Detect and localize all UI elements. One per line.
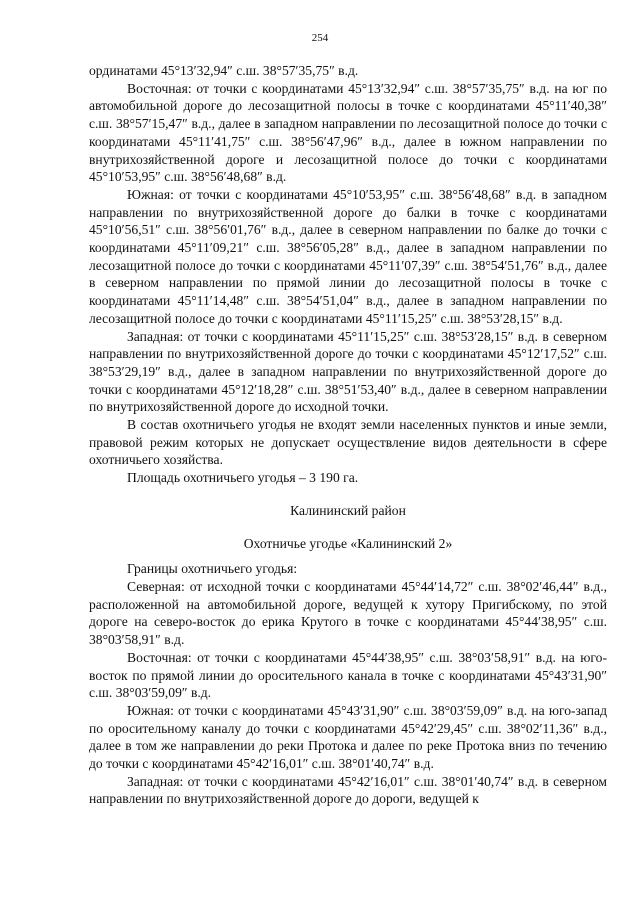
hunting-ground-heading: Охотничье угодье «Калининский 2» <box>243 535 453 551</box>
paragraph: Площадь охотничьего угодья – 3 190 га. <box>127 470 359 486</box>
paragraph: Восточная: от точки с координатами 45°44′38,95″ с.ш. 38°03′58,91″ в.д. на юго-восток по прямой линии до оросительного канала в точке с координатами 45°43′31,90″ с.ш. 38°03′59,09″ в.д. <box>89 649 607 701</box>
district-heading: Калининский район <box>290 502 406 518</box>
document-body <box>89 62 607 808</box>
paragraph: Восточная: от точки с координатами 45°13′32,94″ с.ш. 38°57′35,75″ в.д. на юг по автомобильной дороге до лесозащитной полосы в точке с координатами 45°11′40,38″ с.ш. 38°57′15,47″ в.д., далее в западном направлении по лесозащитной полосе до точки с координатами 45°11′41,75″ с.ш. 38°56′47,96″ в.д., далее в южном направлении по внутрихозяйственной дороге и лесозащитной полосе до точки с координатами 45°10′53,95″ с.ш. 38°56′48,68″ в.д. <box>89 80 607 185</box>
paragraph: Западная: от точки с координатами 45°42′16,01″ с.ш. 38°01′40,74″ в.д. в северном направлении по внутрихозяйственной дороге до дороги, ведущей к <box>89 773 607 807</box>
paragraph: Западная: от точки с координатами 45°11′15,25″ с.ш. 38°53′28,15″ в.д. в северном направлении по внутрихозяйственной дороге до точки с координатами 45°12′17,52″ с.ш. 38°53′29,19″ в.д., далее в западном направлении по внутрихозяйственной дороге до точки с координатами 45°12′18,28″ с.ш. 38°51′53,40″ в.д., далее в северном направлении по внутрихозяйственной дороге до исходной точки. <box>89 328 607 415</box>
paragraph: ординатами 45°13′32,94″ с.ш. 38°57′35,75″ в.д. <box>89 63 359 78</box>
paragraph: Границы охотничьего угодья: <box>127 561 298 577</box>
paragraph: Южная: от точки с координатами 45°43′31,90″ с.ш. 38°03′59,09″ в.д. на юго-запад по оросительному каналу до точки с координатами 45°42′29,45″ с.ш. 38°02′11,36″ в.д., далее в том же направлении до реки Протока и далее по реке Протока вниз по течению до точки с координатами 45°42′16,01″ с.ш. 38°01′40,74″ в.д. <box>89 702 607 772</box>
paragraph: Южная: от точки с координатами 45°10′53,95″ с.ш. 38°56′48,68″ в.д. в западном направлении по внутрихозяйственной дороге до балки в точке с координатами 45°10′56,51″ с.ш. 38°56′01,76″ в.д., далее в северном направлении по балке до точки с координатами 45°11′09,21″ с.ш. 38°56′05,28″ в.д., далее в западном направлении по лесозащитной полосе до точки с координатами 45°11′07,39″ с.ш. 38°54′51,76″ в.д., далее в северном направлении по прямой линии до лесозащитной полосы в точке с координатами 45°11′14,48″ с.ш. 38°54′51,04″ в.д., далее в западном направлении по лесозащитной полосе до точки с координатами 45°11′15,25″ с.ш. 38°53′28,15″ в.д. <box>89 186 607 326</box>
paragraph: Северная: от исходной точки с координатами 45°44′14,72″ с.ш. 38°02′46,44″ в.д., расположенной на автомобильной дороге, ведущей к хутору Пригибскому, по этой дороге на северо-восток до ерика Крутого в точке с координатами 45°44′38,95″ с.ш. 38°03′58,91″ в.д. <box>89 578 607 648</box>
paragraph: В состав охотничьего угодья не входят земли населенных пунктов и иные земли, правовой режим которых не допускает осуществление видов деятельности в сфере охотничьего хозяйства. <box>89 417 607 468</box>
page-number: 254 <box>311 32 329 44</box>
